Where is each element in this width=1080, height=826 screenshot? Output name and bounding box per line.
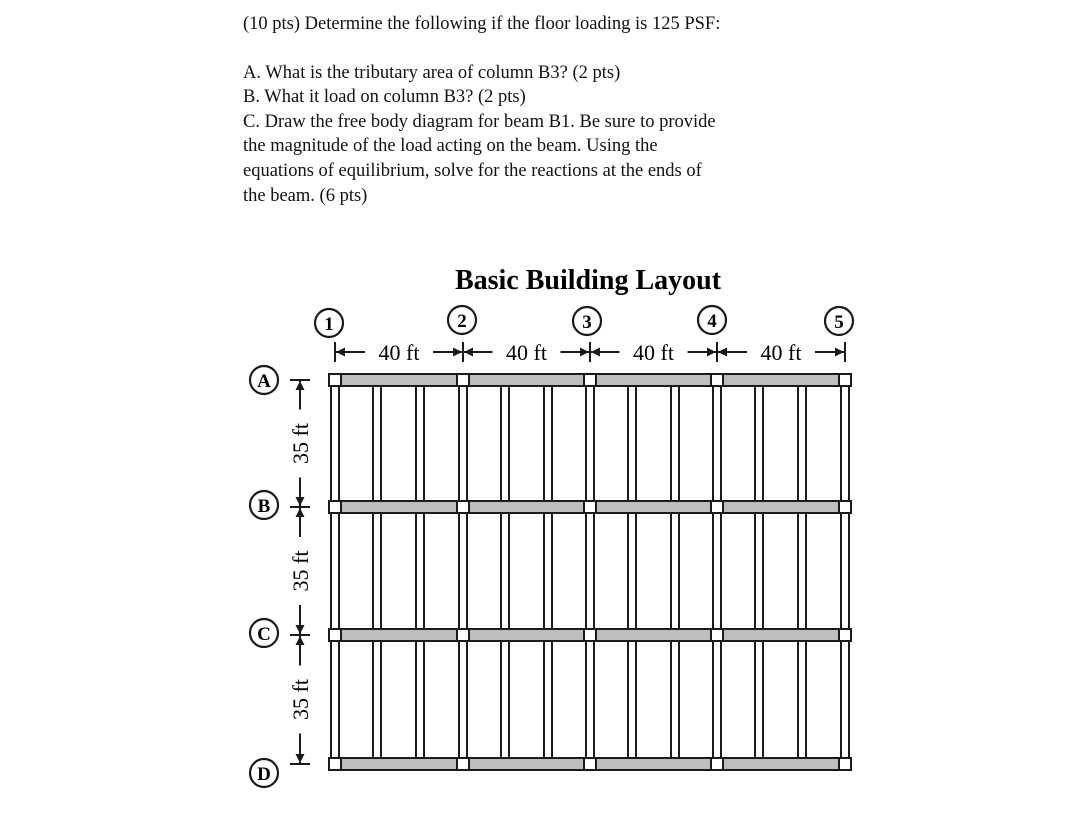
infill-beam [671,386,679,501]
infill-beam [628,641,636,758]
column-line-beam [841,386,849,501]
question-part-c-line: C. Draw the free body diagram for beam B1. Be sure to provide [243,111,716,132]
infill-beam [501,641,509,758]
infill-beam [628,513,636,629]
question-part-a-line: A. What is the tributary area of column B3? (2 pts) [243,62,621,83]
column-line-beam [841,513,849,629]
column-A1 [329,374,341,386]
column-line-beam [586,513,594,629]
floor-framing [329,374,851,770]
row-line-label: B [257,496,271,517]
infill-beam [373,386,381,501]
infill-beam [798,641,806,758]
column-line-beam [586,386,594,501]
column-C1 [329,629,341,641]
column-line-beam [713,386,721,501]
column-D3 [584,758,596,770]
question-part-c-line: equations of equilibrium, solve for the reactions at the ends of [243,160,702,181]
infill-beam [755,641,763,758]
infill-beam [373,641,381,758]
column-B2 [457,501,469,513]
infill-beam [501,386,509,501]
horizontal-dimension-label: 40 ft [760,340,802,365]
column-line-label: 4 [707,311,717,332]
column-C2 [457,629,469,641]
column-D2 [457,758,469,770]
column-D1 [329,758,341,770]
infill-beam [755,513,763,629]
horizontal-dimension-label: 40 ft [506,340,547,365]
vertical-dimension-label: 35 ft [288,550,313,592]
infill-beam [416,386,424,501]
infill-beam [671,513,679,629]
horizontal-dimension-label: 40 ft [378,340,420,365]
column-A3 [584,374,596,386]
infill-beam [798,386,806,501]
infill-beam [755,386,763,501]
column-line-beam [331,513,339,629]
infill-beam [416,513,424,629]
column-line-beam [459,641,467,758]
column-line-label: 1 [324,314,334,335]
question-part-c-line: the magnitude of the load acting on the beam. Using the [243,136,658,157]
column-D4 [711,758,723,770]
column-line-label: 3 [582,312,592,333]
infill-beam [544,386,552,501]
diagram-title: Basic Building Layout [454,265,722,296]
column-C5 [839,629,851,641]
question-part-b-line: B. What it load on column B3? (2 pts) [243,87,526,108]
infill-beam [416,641,424,758]
infill-beam [544,513,552,629]
horizontal-dimension-label: 40 ft [633,340,674,365]
question-part-c-line: the beam. (6 pts) [243,185,368,206]
infill-beam [373,513,381,629]
column-line-beam [331,386,339,501]
infill-beam [671,641,679,758]
column-B5 [839,501,851,513]
infill-beam [544,641,552,758]
column-B4 [711,501,723,513]
vertical-dimension-label: 35 ft [288,423,313,464]
column-D5 [839,758,851,770]
column-line-beam [459,513,467,629]
column-line-beam [713,641,721,758]
column-line-beam [331,641,339,758]
column-B3 [584,501,596,513]
infill-beam [501,513,509,629]
column-line-beam [459,386,467,501]
column-B1 [329,501,341,513]
column-C3 [584,629,596,641]
column-line-beam [713,513,721,629]
row-line-label: D [257,764,271,785]
column-line-label: 5 [834,312,844,333]
problem-heading: (10 pts) Determine the following if the floor loading is 125 PSF: [243,14,721,34]
column-line-beam [586,641,594,758]
column-A5 [839,374,851,386]
infill-beam [628,386,636,501]
vertical-dimension-label: 35 ft [288,679,313,720]
column-line-label: 2 [457,311,467,332]
row-line-label: A [257,371,271,392]
column-A2 [457,374,469,386]
row-line-label: C [257,624,271,645]
column-line-beam [841,641,849,758]
column-C4 [711,629,723,641]
infill-beam [798,513,806,629]
column-A4 [711,374,723,386]
